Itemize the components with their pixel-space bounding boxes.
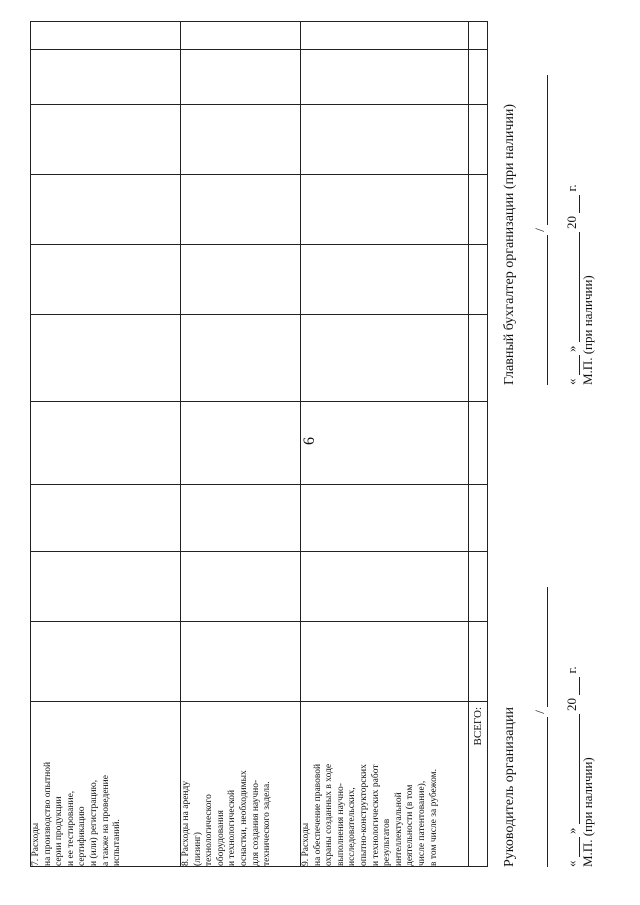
table-cell [181, 485, 301, 552]
head-signature-block [502, 537, 596, 867]
table-cell [181, 175, 301, 245]
table-cell [469, 175, 488, 245]
head-year-line [565, 677, 580, 695]
table-cell [469, 622, 488, 702]
accountant-year-suffix: г. [564, 184, 579, 192]
accountant-signature-line [533, 235, 548, 385]
table-cell [181, 315, 301, 402]
table-cell [469, 552, 488, 622]
page-number: 6 [301, 437, 318, 445]
table-cell [181, 50, 301, 105]
head-signature-line [533, 717, 548, 867]
accountant-day-line [565, 355, 580, 375]
row-label-8: 8. Расходы на аренду (лизинг) технологического оборудования и технологической оснастки, необходимых для создания научно- технического задела. [181, 702, 301, 867]
accountant-slash: / [532, 228, 547, 232]
table-cell [181, 22, 301, 50]
table-cell [301, 50, 469, 105]
table-cell [31, 50, 181, 105]
table-cell [469, 50, 488, 105]
table-cell [301, 105, 469, 175]
accountant-signature-block [502, 25, 596, 385]
head-name-line [533, 587, 548, 707]
head-day-line [565, 837, 580, 857]
table-cell [301, 22, 469, 50]
accountant-name-line [533, 75, 548, 225]
table-row [301, 22, 469, 867]
table-cell [301, 315, 469, 402]
table-cell [31, 105, 181, 175]
table-row [31, 22, 181, 867]
accountant-stamp: М.П. (при наличии) [580, 275, 595, 385]
head-month-line [565, 714, 580, 824]
table-cell [469, 315, 488, 402]
accountant-quote-close: » [564, 345, 579, 352]
table-cell [469, 22, 488, 50]
table-row [181, 22, 301, 867]
table-cell [31, 175, 181, 245]
table-cell [469, 485, 488, 552]
table-cell [31, 315, 181, 402]
accountant-year-prefix: 20 [564, 216, 579, 229]
table-cell [31, 552, 181, 622]
table-cell [301, 175, 469, 245]
head-title: Руководитель организации [502, 707, 517, 867]
table-cell [469, 402, 488, 485]
table-cell [181, 105, 301, 175]
table-cell [31, 402, 181, 485]
total-label: ВСЕГО: [469, 702, 488, 867]
row-label-9: 9. Расходы на обеспечение правовой охраны созданных в ходе выполнения научно- исследовательских, опытно-конструкторских и технологических работ результатов интеллектуальной деятельности (в том числе патентование), в том числе за рубежом. [301, 702, 469, 867]
accountant-title: Главный бухгалтер организации (при наличии) [502, 103, 517, 385]
head-year-suffix: г. [564, 666, 579, 674]
expenses-table [30, 21, 488, 867]
table-cell [181, 245, 301, 315]
accountant-month-line [565, 232, 580, 342]
accountant-year-line [565, 195, 580, 213]
table-cell [301, 552, 469, 622]
table-cell [31, 485, 181, 552]
table-cell [301, 402, 469, 485]
head-slash: / [532, 710, 547, 714]
table-cell [301, 245, 469, 315]
head-quote-close: » [564, 827, 579, 834]
total-row [469, 22, 488, 867]
table-cell [181, 552, 301, 622]
table-cell [31, 245, 181, 315]
table-cell [181, 622, 301, 702]
row-label-7: 7. Расходы на производство опытной серии продукции и ее тестирование, сертификацию и (или) регистрацию, а также на проведение испытаний. [31, 702, 181, 867]
head-quote-open: « [564, 860, 579, 867]
accountant-quote-open: « [564, 378, 579, 385]
table-cell [31, 22, 181, 50]
table-cell [181, 402, 301, 485]
table-cell [31, 622, 181, 702]
table-cell [301, 622, 469, 702]
table-cell [301, 485, 469, 552]
table-cell [469, 245, 488, 315]
head-year-prefix: 20 [564, 698, 579, 711]
table-cell [469, 105, 488, 175]
head-stamp: М.П. (при наличии) [580, 757, 595, 867]
